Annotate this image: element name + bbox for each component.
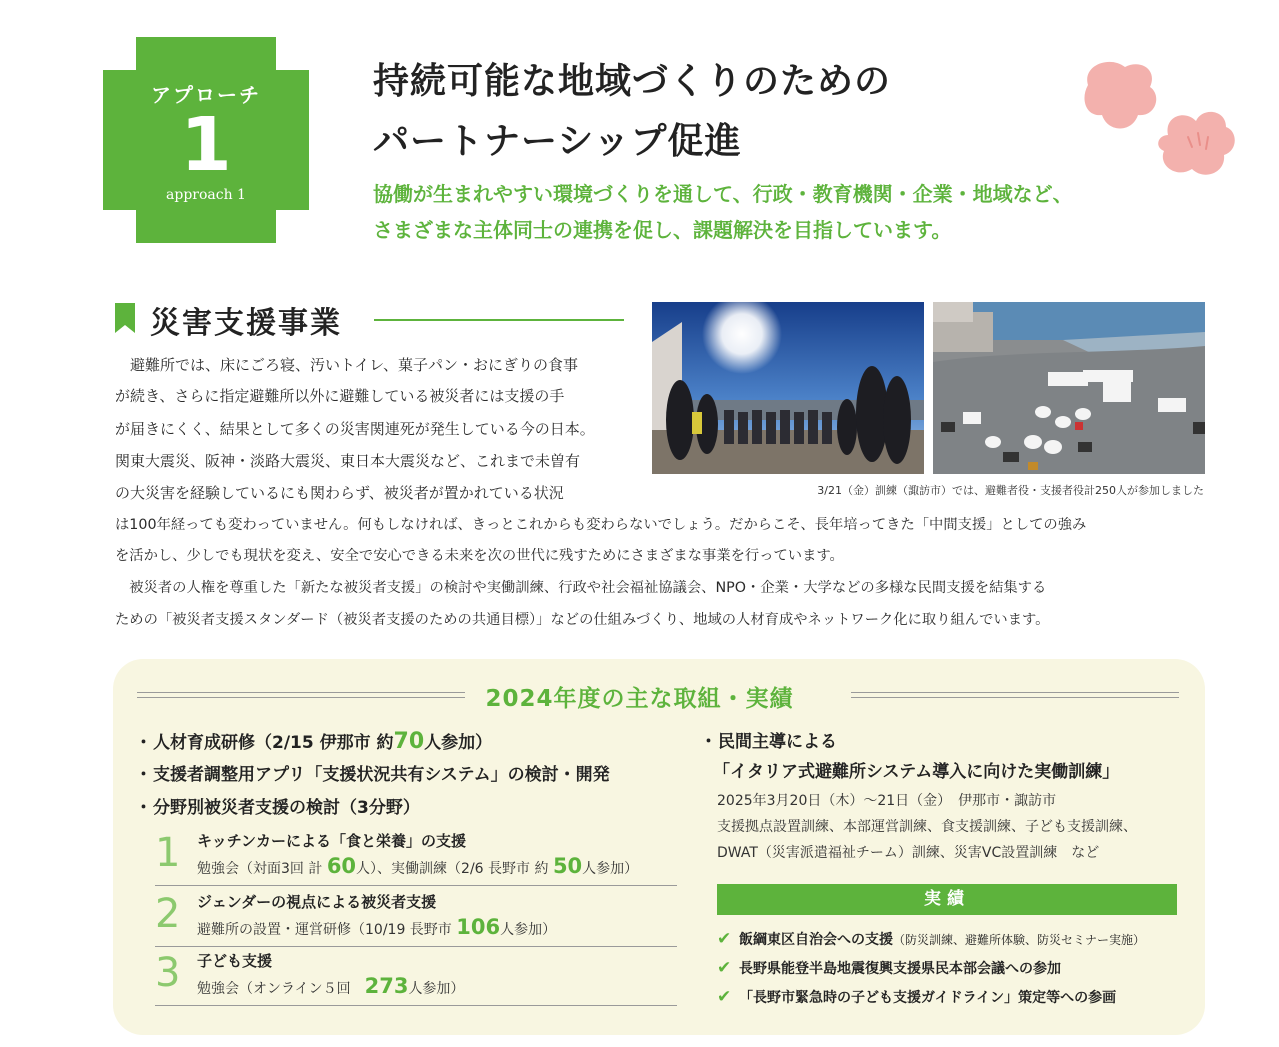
lead-text bbox=[373, 176, 1073, 248]
detail-mid: 人）、実働訓練（2/6 長野市 約 bbox=[356, 861, 553, 877]
lead-line-2: さまざまな主体同士の連携を促し、課題解決を目指しています。 bbox=[373, 218, 952, 242]
body-line-7: を活かし、少しでも現状を変え、安全で安心できる未来を次の世代に残すためにさまざまな事業を行っています。 bbox=[115, 548, 844, 564]
page-title bbox=[373, 52, 891, 172]
sub-item-number: 3 bbox=[155, 950, 181, 996]
sub-item-detail bbox=[197, 915, 556, 942]
right-detail-2: 支援拠点設置訓練、本部運営訓練、食支援訓練、子ども支援訓練、 bbox=[717, 819, 1137, 835]
detail-number-1: 273 bbox=[364, 974, 409, 998]
achievement-item-3 bbox=[717, 986, 1116, 1009]
approach-badge bbox=[103, 37, 309, 243]
bullet-mark: ・ bbox=[135, 733, 152, 753]
detail-pre: 勉強会（オンライン５回 bbox=[197, 981, 365, 997]
title-line-2: パートナーシップ促進 bbox=[373, 121, 742, 162]
body-line-2: が続き、さらに指定避難所以外に避難している被災者には支援の手 bbox=[115, 387, 565, 405]
achievements-label: 実績 bbox=[717, 884, 1177, 915]
results-title: 2024年度の主な取組・実績 bbox=[485, 686, 794, 712]
title-line-1: 持続可能な地域づくりのための bbox=[373, 61, 892, 102]
sub-item-number: 2 bbox=[155, 891, 181, 937]
body-line-6: は100年経っても変わっていません。何もしなければ、きっとこれからも変わらないでしょう。だからこそ、長年培ってきた「中間支援」としての強み bbox=[115, 517, 1087, 533]
detail-pre: 勉強会（対面3回 計 bbox=[197, 861, 327, 877]
bookmark-icon bbox=[115, 303, 135, 333]
achievement-main: 飯綱東区自治会への支援 bbox=[739, 932, 893, 948]
right-detail-1: 2025年3月20日（木）～21日（金） 伊那市・諏訪市 bbox=[717, 793, 1057, 809]
body-line-9: ための「被災者支援スタンダード（被災者支援のための共通目標）」などの仕組みづくり、地域の人材育成やネットワーク化に取り組んでいます。 bbox=[115, 612, 1050, 628]
detail-number-1: 106 bbox=[456, 915, 501, 939]
sub-item-detail bbox=[197, 854, 638, 881]
bullet-mark: ・ bbox=[135, 765, 152, 785]
sub-item-1 bbox=[155, 828, 677, 886]
item1-number: 70 bbox=[393, 729, 425, 754]
bullet-mark: ・ bbox=[700, 732, 717, 752]
item1-pre: 人材育成研修（2/15 伊那市 約 bbox=[153, 733, 394, 753]
check-icon: ✔ bbox=[717, 958, 732, 978]
sub-item-2 bbox=[155, 889, 677, 947]
bullet-fields bbox=[135, 796, 420, 820]
detail-post: 人参加） bbox=[582, 861, 639, 877]
detail-number-2: 50 bbox=[552, 854, 583, 878]
sub-item-title: ジェンダーの視点による被災者支援 bbox=[197, 893, 437, 911]
photo-caption: 3/21（金）訓練（諏訪市）では、避難者役・支援者役計250人が参加しました bbox=[817, 484, 1204, 497]
section-rule bbox=[374, 319, 624, 321]
body-line-1: 避難所では、床にごろ寝、汚いトイレ、菓子パン・おにぎりの食事 bbox=[115, 356, 579, 374]
body-line-8: 被災者の人権を尊重した「新たな被災者支援」の検討や実働訓練、行政や社会福祉協議会、NPO・企業・大学などの多様な民間支援を結集する bbox=[115, 580, 1047, 596]
item1-post: 人参加） bbox=[424, 733, 493, 753]
sub-item-title: キッチンカーによる「食と栄養」の支援 bbox=[197, 832, 466, 850]
achievement-main: 「長野市緊急時の子ども支援ガイドライン」策定等への参画 bbox=[739, 990, 1117, 1006]
achievement-main: 長野県能登半島地震復興支援県民本部会議への参加 bbox=[739, 961, 1061, 977]
bullet-training bbox=[135, 730, 492, 755]
detail-pre: 避難所の設置・運営研修（10/19 長野市 bbox=[197, 922, 457, 938]
body-line-4: 関東大震災、阪神・淡路大震災、東日本大震災など、これまで未曽有 bbox=[115, 452, 581, 470]
achievement-item-1 bbox=[717, 928, 1145, 951]
badge-label: アプローチ bbox=[151, 83, 261, 107]
training-group-photo bbox=[652, 302, 924, 474]
right-heading-2: 「イタリア式避難所システム導入に向けた実働訓練」 bbox=[713, 762, 1120, 782]
detail-post: 人参加） bbox=[408, 981, 465, 997]
body-line-5: の大災害を経験しているにも関わらず、被災者が置かれている状況 bbox=[115, 484, 564, 502]
bullet-app bbox=[135, 763, 610, 787]
item3-text: 分野別被災者支援の検討（3分野） bbox=[153, 798, 420, 818]
aerial-shelter-photo bbox=[933, 302, 1205, 474]
body-line-3: が届きにくく、結果として多くの災害関連死が発生している今の日本。 bbox=[115, 420, 595, 438]
achievement-item-2 bbox=[717, 957, 1061, 980]
lead-line-1: 協働が生まれやすい環境づくりを通して、行政・教育機関・企業・地域など、 bbox=[373, 182, 1073, 206]
detail-number-1: 60 bbox=[326, 854, 357, 878]
bullet-mark: ・ bbox=[135, 798, 152, 818]
right-heading-text: 民間主導による bbox=[718, 732, 837, 752]
check-icon: ✔ bbox=[717, 987, 732, 1007]
sub-item-number: 1 bbox=[155, 830, 181, 876]
sub-item-3 bbox=[155, 948, 677, 1006]
hand-print-decoration bbox=[1080, 55, 1240, 185]
badge-number: 1 bbox=[180, 102, 232, 188]
right-heading-1 bbox=[700, 730, 837, 754]
sub-item-detail bbox=[197, 974, 464, 1001]
sub-item-title: 子ども支援 bbox=[197, 952, 273, 970]
check-icon: ✔ bbox=[717, 929, 732, 949]
detail-post: 人参加） bbox=[500, 922, 557, 938]
badge-sub: approach 1 bbox=[166, 187, 246, 203]
section-title: 災害支援事業 bbox=[150, 306, 342, 341]
achievement-note: （防災訓練、避難所体験、防災セミナー実施） bbox=[893, 933, 1146, 947]
item2-text: 支援者調整用アプリ「支援状況共有システム」の検討・開発 bbox=[153, 765, 610, 785]
right-detail-3: DWAT（災害派遣福祉チーム）訓練、災害VC設置訓練 など bbox=[717, 845, 1100, 861]
